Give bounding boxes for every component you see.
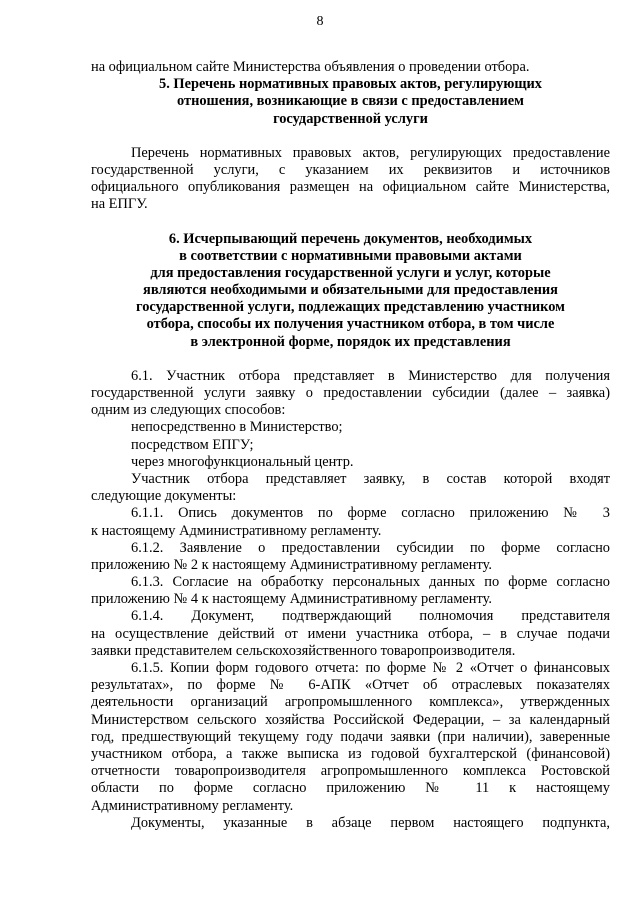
text-line: на официальном сайте Министерства объявления о проведении отбора. bbox=[91, 59, 530, 75]
heading-line: в соответствии с нормативными правовыми актами bbox=[179, 247, 522, 264]
text-line: 6.1.3. Согласие на обработку персональных данных по форме согласно bbox=[131, 574, 610, 591]
text-line: Документы, указанные в абзаце первом настоящего подпункта, bbox=[131, 814, 610, 831]
text-line: непосредственно в Министерство; bbox=[131, 419, 343, 436]
section-heading bbox=[91, 231, 610, 351]
heading-line: 6. Исчерпывающий перечень документов, необходимых bbox=[168, 230, 533, 247]
heading-line: 5. Перечень нормативных правовых актов, регулирующих bbox=[159, 76, 542, 93]
heading-line: государственной услуги, подлежащих представлению участником bbox=[136, 299, 565, 316]
heading-line: государственной услуги bbox=[273, 110, 428, 127]
text-line: области по форме согласно приложению № 11 к настоящему bbox=[91, 780, 610, 797]
text-line: 6.1.4. Документ, подтверждающий полномочия представителя bbox=[131, 608, 610, 625]
text-line: Участник отбора представляет заявку, в состав которой входят bbox=[131, 470, 610, 487]
heading-line: отбора, способы их получения участником отбора, в том числе bbox=[146, 316, 555, 333]
text-line: 6.1.5. Копии форм годового отчета: по форме № 2 «Отчет о финансовых bbox=[131, 660, 610, 676]
text-line: отчетности товаропроизводителя агропромышленного комплекса Ростовской bbox=[91, 763, 610, 780]
text-line: 6.1.2. Заявление о предоставлении субсидии по форме согласно bbox=[131, 539, 610, 556]
section-heading bbox=[91, 76, 610, 128]
text-line: государственной услуги заявку о предоставлении субсидии (далее – заявка) bbox=[91, 385, 610, 401]
heading-line: в электронной форме, порядок их представления bbox=[190, 333, 511, 350]
text-line: посредством ЕПГУ; bbox=[131, 436, 254, 453]
document-body bbox=[91, 59, 610, 832]
text-line: Министерством сельского хозяйства Российской Федерации, – за календарный bbox=[91, 711, 610, 728]
heading-line: являются необходимыми и обязательными для предоставления bbox=[143, 282, 558, 299]
text-line: Административному регламенту. bbox=[91, 797, 294, 814]
text-line: на осуществление действий от имени участника отбора, – в случае подачи bbox=[91, 625, 610, 642]
page-number: 8 bbox=[316, 14, 324, 29]
text-line: Перечень нормативных правовых актов, регулирующих предоставление bbox=[131, 144, 610, 161]
paragraph bbox=[91, 59, 610, 76]
paragraph bbox=[91, 145, 610, 214]
text-line: результатах», по форме № 6-АПК «Отчет об отраслевых показателях bbox=[91, 677, 610, 694]
heading-line: отношения, возникающие в связи с предоставлением bbox=[177, 93, 524, 110]
paragraph bbox=[91, 368, 610, 832]
paragraph-gap bbox=[91, 214, 610, 231]
text-line: государственной услуги, с указанием их реквизитов и источников bbox=[91, 161, 610, 178]
text-line: к настоящему Административному регламенту. bbox=[91, 522, 382, 539]
heading-line: для предоставления государственной услуги и услуг, которые bbox=[150, 264, 551, 281]
text-line: на ЕПГУ. bbox=[91, 196, 148, 213]
text-line: приложению № 4 к настоящему Административному регламенту. bbox=[91, 591, 492, 608]
text-line: участником отбора, а также выписка из годовой бухгалтерской (финансовой) bbox=[91, 745, 610, 762]
text-line: официального опубликования размещен на официальном сайте Министерства, bbox=[91, 179, 610, 196]
text-line: следующие документы: bbox=[91, 488, 237, 505]
text-line: приложению № 2 к настоящему Административному регламенту. bbox=[91, 556, 492, 573]
text-line: 6.1.1. Опись документов по форме согласно приложению № 3 bbox=[131, 505, 610, 522]
text-line: деятельности организаций агропромышленного комплекса», утвержденных bbox=[91, 694, 610, 711]
text-line: 6.1. Участник отбора представляет в Министерство для получения bbox=[131, 367, 610, 384]
text-line: одним из следующих способов: bbox=[91, 402, 286, 419]
text-line: год, предшествующий текущему году подачи заявки (при наличии), заверенные bbox=[91, 728, 610, 745]
text-line: через многофункциональный центр. bbox=[131, 453, 354, 470]
text-line: заявки представителем сельскохозяйственного товаропроизводителя. bbox=[91, 642, 516, 659]
paragraph-gap bbox=[91, 351, 610, 368]
paragraph-gap bbox=[91, 128, 610, 145]
